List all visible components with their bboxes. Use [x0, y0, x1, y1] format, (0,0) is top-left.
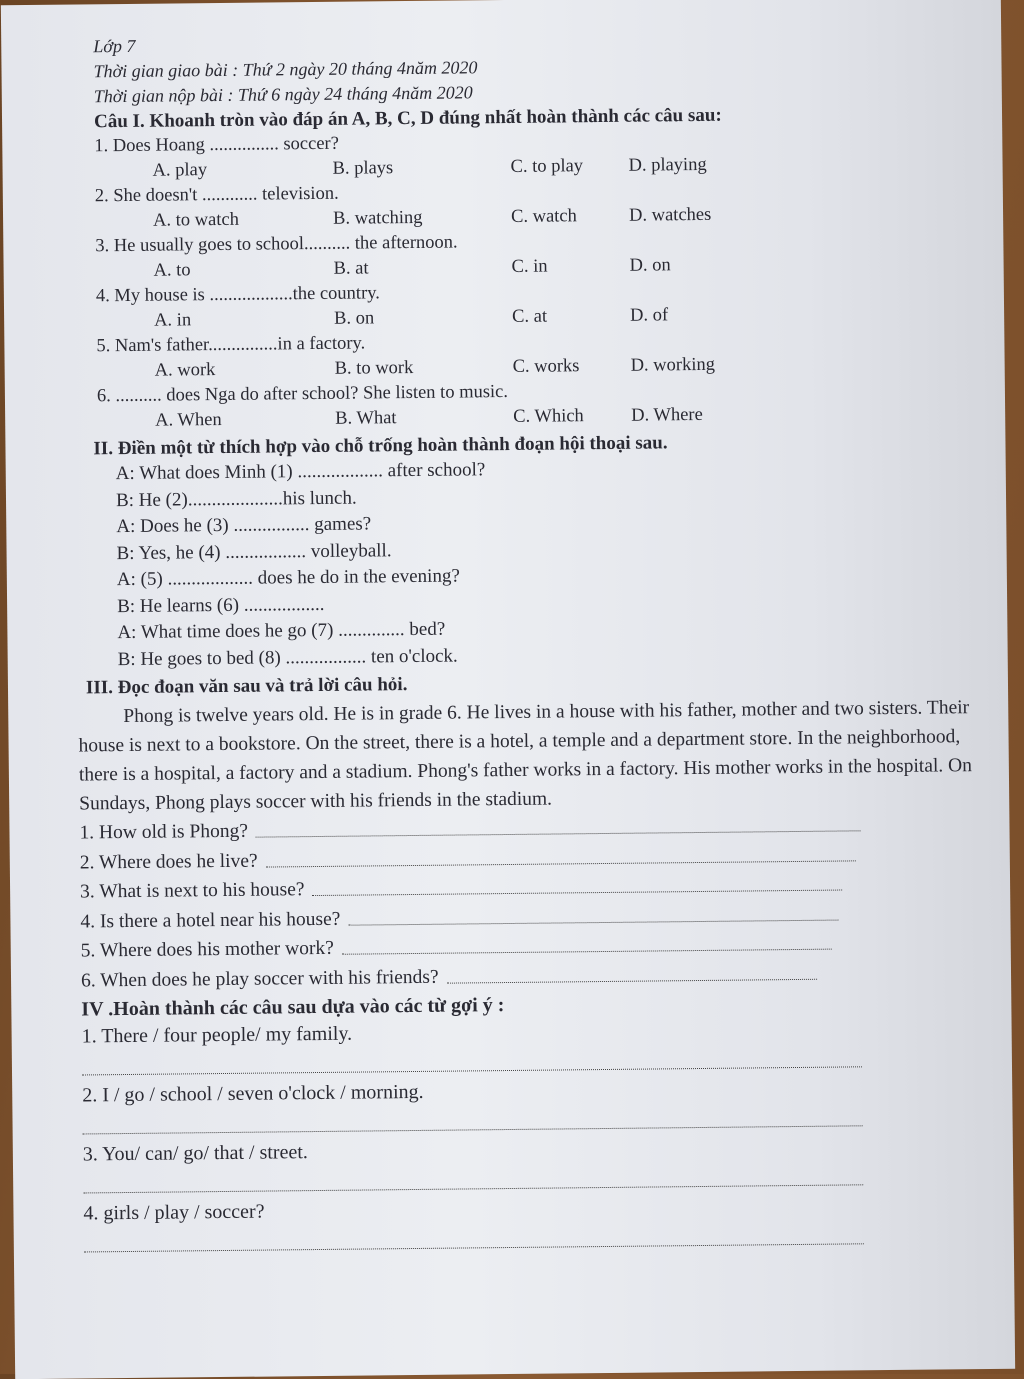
- question-text: 3. What is next to his house?: [80, 879, 305, 903]
- option-b: B. to work: [334, 357, 414, 379]
- section1-questions: [94, 125, 995, 434]
- dialogue-line: B: Yes, he (4) ................. volleyball.: [116, 539, 392, 564]
- option-d: D. on: [629, 255, 671, 276]
- mcq-question: 3. He usually goes to school.......... the afternoon.: [95, 232, 458, 257]
- prompt-text: 3. You/ can/ go/ that / street.: [82, 1141, 308, 1166]
- dialogue: [76, 452, 998, 674]
- dialogue-line: A: Does he (3) ................ games?: [116, 513, 372, 538]
- option-d: D. playing: [628, 154, 707, 176]
- option-c: C. Which: [513, 406, 584, 427]
- option-d: D. working: [630, 354, 716, 376]
- section3-title: III. Đọc đoạn văn sau và trả lời câu hỏi.: [85, 674, 408, 699]
- option-b: B. What: [335, 408, 397, 429]
- question-text: 6. When does he play soccer with his friends?: [80, 966, 439, 991]
- question-text: 5. Where does his mother work?: [80, 937, 334, 962]
- dialogue-line: B: He goes to bed (8) ................. ten o'clock.: [117, 645, 458, 670]
- prompt-text: 1. There / four people/ my family.: [81, 1022, 353, 1048]
- prompt-text: 4. girls / play / soccer?: [83, 1200, 265, 1225]
- mcq-question: 5. Nam's father...............in a factory.: [96, 333, 366, 357]
- worksheet-paper: [1, 0, 1015, 1379]
- section1-title: Câu I. Khoanh tròn vào đáp án A, B, C, D đúng nhất hoàn thành các câu sau:: [93, 104, 722, 133]
- option-c: C. to play: [510, 156, 584, 177]
- option-d: D. of: [630, 305, 669, 326]
- section4-title: IV .Hoàn thành các câu sau dựa vào các từ gợi ý :: [81, 994, 505, 1021]
- question-text: 1. How old is Phong?: [79, 820, 249, 844]
- question-text: 2. Where does he live?: [79, 850, 258, 873]
- option-a: A. work: [154, 360, 216, 381]
- sentence-building: [81, 1013, 1003, 1253]
- option-a: A. When: [155, 409, 222, 431]
- mcq-question: 6. .......... does Nga do after school? She listen to music.: [96, 381, 509, 407]
- answer-line[interactable]: [312, 870, 842, 897]
- option-b: B. at: [333, 258, 369, 279]
- assigned-date: Thời gian giao bài : Thứ 2 ngày 20 tháng 4năm 2020: [93, 57, 478, 82]
- worksheet-content: [71, 25, 1004, 1259]
- option-a: A. to watch: [152, 209, 240, 231]
- reading-questions: [79, 809, 1001, 996]
- question-text: 4. Is there a hotel near his house?: [80, 908, 341, 932]
- answer-line[interactable]: [446, 958, 816, 983]
- option-d: D. watches: [628, 204, 712, 226]
- dialogue-line: B: He (2)....................his lunch.: [115, 487, 357, 511]
- answer-line[interactable]: [348, 899, 838, 925]
- dialogue-line: B: He learns (6) .................: [117, 593, 325, 617]
- option-c: C. in: [511, 256, 548, 277]
- dialogue-line: A: (5) .................. does he do in the evening?: [116, 565, 460, 591]
- option-b: B. plays: [332, 158, 394, 179]
- section2-title: II. Điền một từ thích hợp vào chỗ trống hoàn thành đoạn hội thoại sau.: [93, 432, 668, 460]
- option-b: B. on: [334, 308, 375, 329]
- option-c: C. at: [512, 306, 548, 327]
- answer-line[interactable]: [342, 929, 832, 955]
- prompt-text: 2. I / go / school / seven o'clock / morning.: [82, 1080, 424, 1107]
- mcq-question: 4. My house is ..................the country.: [95, 283, 380, 307]
- option-a: A. to: [153, 260, 191, 281]
- reading-passage: Phong is twelve years old. He is in grade 6. He lives in a house with his father, mother and two sisters. Their house is next to a bookstore. On the street, there is a hotel, a temple and a department store. In the neighborhood, there is a hospital, a factory and a stadium. Phong's father works in a factory. His mother works in the hospital. On Sundays, Phong plays soccer with his friends in the stadium.: [78, 697, 973, 815]
- option-a: A. play: [152, 160, 208, 181]
- grade-label: Lớp 7: [93, 35, 136, 57]
- dialogue-line: A: What does Minh (1) .................. after school?: [115, 459, 486, 485]
- due-date: Thời gian nộp bài : Thứ 6 ngày 24 tháng 4năm 2020: [93, 82, 473, 107]
- mcq-question: 2. She doesn't ............ television.: [94, 183, 339, 207]
- option-d: D. Where: [631, 404, 703, 426]
- mcq-question: 1. Does Hoang ............... soccer?: [94, 133, 339, 157]
- option-c: C. watch: [510, 206, 577, 227]
- option-c: C. works: [512, 356, 580, 377]
- option-b: B. watching: [332, 207, 423, 229]
- option-a: A. in: [154, 310, 192, 331]
- dialogue-line: A: What time does he go (7) .............. bed?: [117, 618, 446, 644]
